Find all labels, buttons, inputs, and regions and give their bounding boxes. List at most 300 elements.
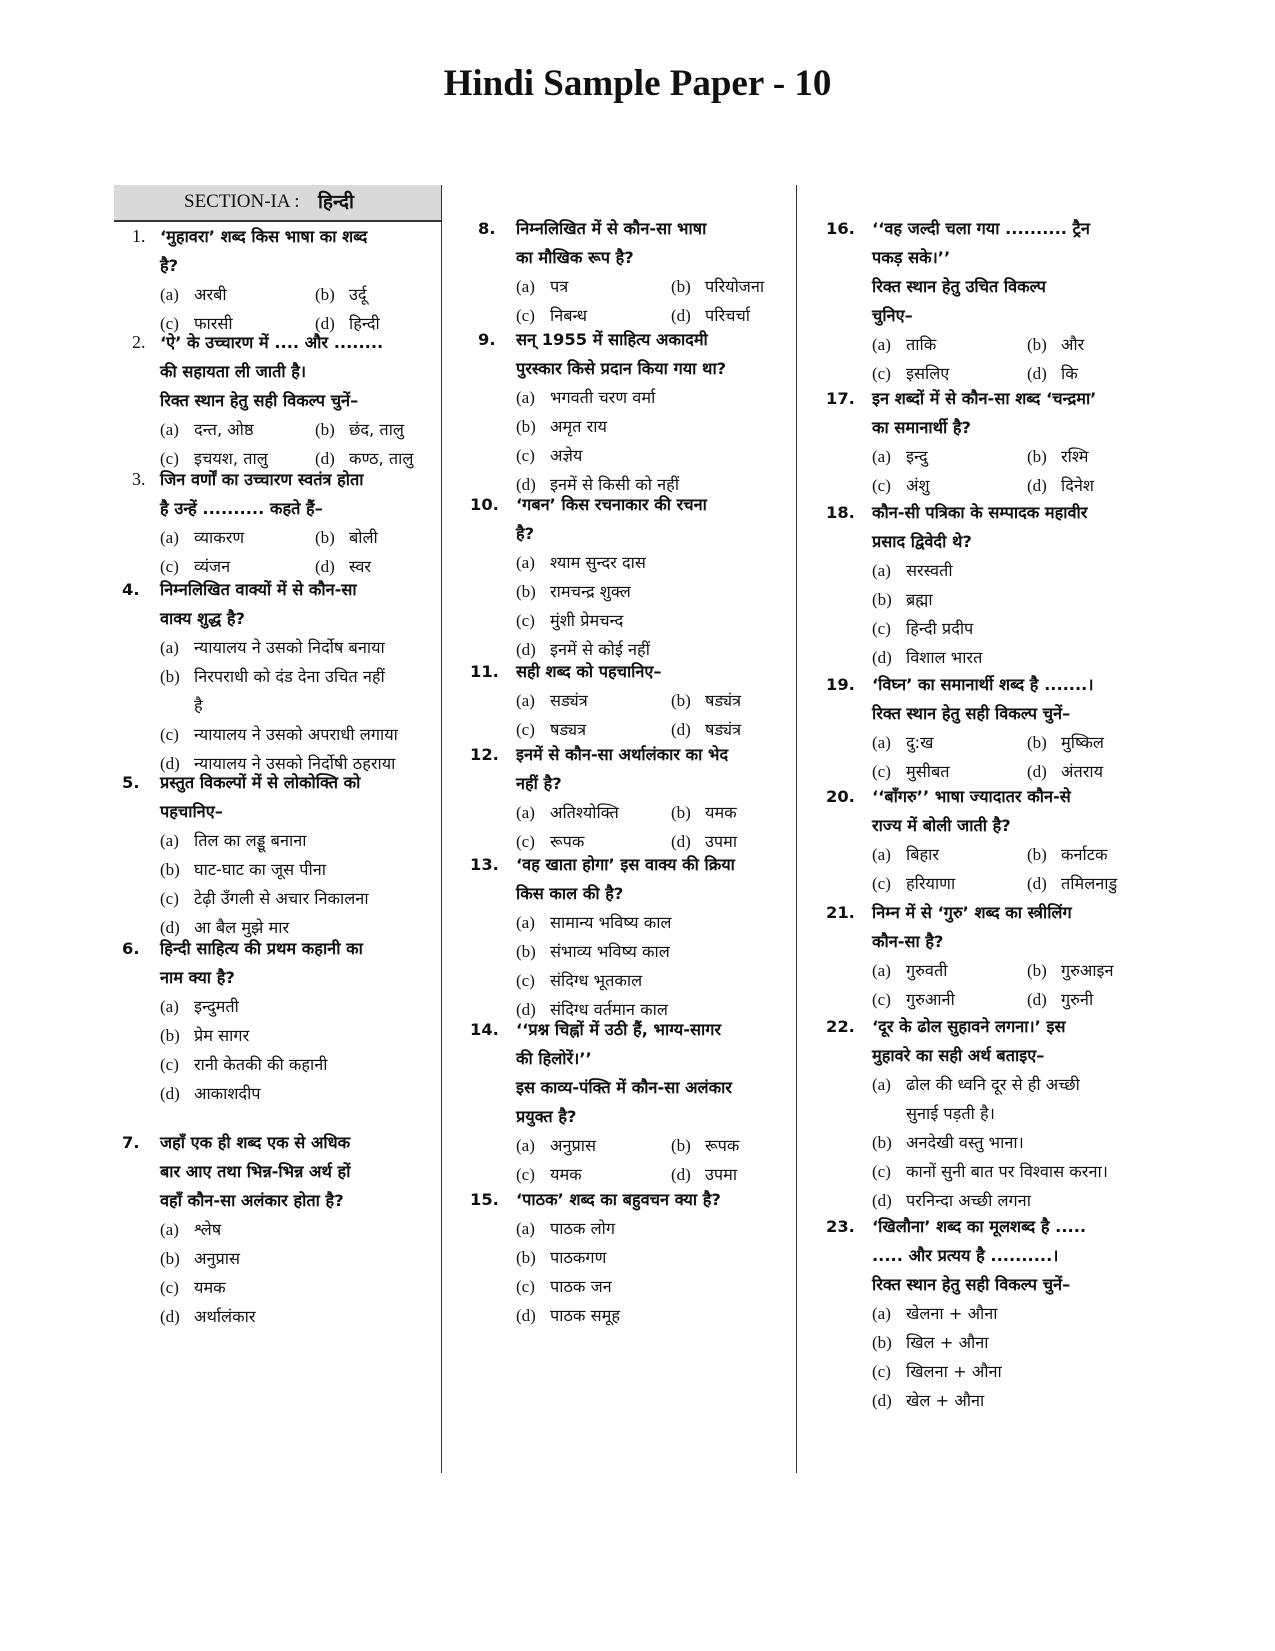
question-text	[160, 575, 444, 633]
option-text: षड्यंत्र	[705, 720, 742, 739]
question-text-line: ‘पाठक’ शब्द का बहुवचन क्या है?	[516, 1190, 721, 1209]
option-text: पाठकगण	[550, 1248, 607, 1267]
option-text: दु:ख	[906, 733, 934, 752]
option-c	[872, 985, 1027, 1014]
option-text: आ बैल मुझे मार	[194, 918, 290, 937]
option-text: इनमें से किसी को नहीं	[550, 475, 680, 494]
question-text	[872, 498, 1161, 556]
option-letter: (a)	[872, 1304, 891, 1323]
option-b	[160, 1021, 444, 1050]
question-10	[470, 490, 800, 664]
question-text	[872, 1212, 1161, 1299]
question-number: 12.	[470, 745, 499, 764]
option-letter: (c)	[872, 874, 891, 893]
option-text: संदिग्ध भूतकाल	[550, 971, 643, 990]
option-text: कण्ठ, तालु	[349, 449, 414, 468]
option-b	[1027, 330, 1084, 359]
option-d	[516, 1301, 800, 1330]
option-row	[872, 442, 1161, 471]
option-text: इन्दु	[906, 447, 928, 466]
question-text-line: ‘विघ्न’ का समानार्थी शब्द है .......।	[872, 675, 1094, 694]
option-letter: (b)	[160, 860, 180, 879]
question-5	[114, 768, 444, 942]
option-letter: (d)	[516, 1000, 536, 1019]
option-letter: (c)	[516, 446, 535, 465]
question-text	[516, 214, 800, 272]
question-text-line: सन् 1955 में साहित्य अकादमी	[516, 330, 708, 349]
option-text: इन्दुमती	[194, 997, 239, 1016]
option-c	[516, 606, 800, 635]
option-letter: (a)	[516, 1136, 535, 1155]
option-a	[872, 840, 1027, 869]
option-text-continued: है	[194, 696, 203, 715]
option-d	[160, 1302, 444, 1331]
option-a	[516, 1131, 671, 1160]
question-text-line: इन शब्दों में से कौन-सा शब्द ‘चन्द्रमा’	[872, 389, 1097, 408]
question-text-line: ‘वह खाता होगा’ इस वाक्य की क्रिया	[516, 855, 735, 874]
question-number: 21.	[826, 903, 855, 922]
question-number: 13.	[470, 855, 499, 874]
option-row	[516, 798, 800, 827]
option-text: उपमा	[705, 832, 738, 851]
option-text: श्लेष	[194, 1220, 222, 1239]
option-c	[160, 884, 444, 913]
option-a	[872, 728, 1027, 757]
option-b	[872, 1128, 1161, 1157]
option-row	[872, 840, 1161, 869]
option-letter: (a)	[160, 420, 179, 439]
option-a	[516, 798, 671, 827]
option-text: फारसी	[194, 314, 233, 333]
option-letter: (d)	[315, 449, 335, 468]
option-c	[872, 471, 1027, 500]
option-row	[872, 728, 1161, 757]
option-text: मुंशी प्रेमचन्द	[550, 611, 624, 630]
option-b	[315, 415, 404, 444]
option-text: अमृत राय	[550, 417, 607, 436]
option-c	[872, 869, 1027, 898]
question-text-line: रिक्त स्थान हेतु सही विकल्प चुनें–	[160, 391, 359, 410]
option-text-continued: सुनाई पड़ती है।	[906, 1104, 995, 1123]
option-text: अनुप्रास	[550, 1136, 596, 1155]
option-letter: (b)	[671, 691, 691, 710]
option-letter: (c)	[160, 449, 179, 468]
question-text-line: किस काल की है?	[516, 884, 624, 903]
options	[516, 383, 800, 499]
option-a	[872, 556, 1161, 585]
option-letter: (d)	[1027, 990, 1047, 1009]
option-letter: (c)	[160, 314, 179, 333]
option-c	[160, 1273, 444, 1302]
question-text-line: चुनिए–	[872, 306, 913, 325]
option-letter: (d)	[315, 557, 335, 576]
option-text: पाठक जन	[550, 1277, 612, 1296]
question-text	[872, 670, 1161, 728]
question-number: 3.	[132, 469, 146, 489]
question-9	[470, 325, 800, 499]
option-b	[516, 577, 800, 606]
options	[160, 633, 444, 778]
option-text: मुसीबत	[906, 762, 950, 781]
option-text: प्रेम सागर	[194, 1026, 250, 1045]
options	[516, 908, 800, 1024]
option-text: रूपक	[705, 1136, 740, 1155]
option-text: परिचर्चा	[705, 306, 751, 325]
question-19	[826, 670, 1161, 786]
option-a	[516, 272, 671, 301]
option-letter: (b)	[872, 1133, 892, 1152]
option-letter: (d)	[671, 306, 691, 325]
option-letter: (a)	[872, 1075, 891, 1094]
question-text-line: जहाँ एक ही शब्द एक से अधिक	[160, 1133, 351, 1152]
option-d	[872, 1386, 1161, 1415]
option-letter: (b)	[1027, 335, 1047, 354]
option-a	[516, 686, 671, 715]
option-a	[160, 992, 444, 1021]
question-text	[160, 1128, 444, 1215]
option-letter: (a)	[516, 1219, 535, 1238]
option-b	[1027, 442, 1089, 471]
question-12	[470, 740, 800, 856]
option-b	[160, 1244, 444, 1273]
option-letter: (a)	[516, 388, 535, 407]
question-text-line: ‘मुहावरा’ शब्द किस भाषा का शब्द	[160, 227, 368, 246]
question-text-line: का समानार्थी है?	[872, 418, 971, 437]
option-letter: (c)	[872, 619, 891, 638]
option-text: अनुप्रास	[194, 1249, 240, 1268]
option-text: तिल का लड्डू बनाना	[194, 831, 307, 850]
option-letter: (b)	[516, 582, 536, 601]
option-text: उपमा	[705, 1165, 738, 1184]
option-letter: (d)	[160, 1307, 180, 1326]
question-text-line: रिक्त स्थान हेतु सही विकल्प चुनें–	[872, 704, 1071, 723]
question-text-line: पकड़ सके।’’	[872, 248, 951, 267]
section-header	[114, 185, 442, 222]
question-21	[826, 898, 1161, 1014]
options	[160, 1215, 444, 1331]
option-a	[160, 415, 315, 444]
option-letter: (a)	[516, 913, 535, 932]
option-text: अनदेखी वस्तु भाना।	[906, 1133, 1024, 1152]
option-d	[1027, 985, 1093, 1014]
question-text-line: निम्नलिखित वाक्यों में से कौन-सा	[160, 580, 357, 599]
option-text: इनमें से कोई नहीं	[550, 640, 650, 659]
question-text-line: है उन्हें .......... कहते हैं–	[160, 499, 323, 518]
question-text	[160, 768, 444, 826]
question-text-line: है?	[160, 256, 179, 275]
question-text-line: इस काव्य-पंक्ति में कौन-सा अलंकार	[516, 1078, 732, 1097]
option-b	[315, 280, 367, 309]
question-text-line: का मौखिक रूप है?	[516, 248, 634, 267]
option-text: आकाशदीप	[194, 1084, 261, 1103]
option-row	[160, 415, 444, 444]
option-text: यमक	[705, 803, 737, 822]
question-text-line: ‘‘वह जल्दी चला गया .......... ट्रैन	[872, 219, 1090, 238]
question-text	[872, 898, 1161, 956]
question-14	[470, 1015, 800, 1189]
option-text: कानों सुनी बात पर विश्वास करना।	[906, 1162, 1108, 1181]
option-text: परनिन्दा अच्छी लगना	[906, 1191, 1031, 1210]
question-number: 20.	[826, 787, 855, 806]
option-a	[872, 956, 1027, 985]
option-letter: (d)	[1027, 364, 1047, 383]
options	[160, 826, 444, 942]
section-subject: हिन्दी	[318, 191, 354, 213]
option-c	[160, 1050, 444, 1079]
option-a	[872, 330, 1027, 359]
option-b	[516, 412, 800, 441]
option-a	[516, 548, 800, 577]
option-letter: (d)	[1027, 476, 1047, 495]
option-text: खेलना + औना	[906, 1304, 998, 1323]
option-letter: (c)	[516, 971, 535, 990]
option-letter: (c)	[872, 1362, 891, 1381]
question-1	[114, 222, 444, 338]
option-text: न्यायालय ने उसको अपराधी लगाया	[194, 725, 398, 744]
option-letter: (a)	[516, 691, 535, 710]
option-text: रानी केतकी की कहानी	[194, 1055, 328, 1074]
question-text	[516, 1015, 800, 1131]
question-number: 15.	[470, 1190, 499, 1209]
question-text-line: बार आए तथा भिन्न-भिन्न अर्थ हों	[160, 1162, 351, 1181]
option-d	[872, 1186, 1161, 1215]
question-number: 4.	[122, 580, 140, 599]
question-text-line: ‘‘बाँगरु’’ भाषा ज्यादातर कौन-से	[872, 787, 1071, 806]
option-c	[516, 966, 800, 995]
option-letter: (d)	[671, 720, 691, 739]
question-11	[470, 657, 800, 744]
option-text: छंद, तालु	[349, 420, 404, 439]
option-row	[872, 330, 1161, 359]
option-letter: (a)	[872, 961, 891, 980]
option-text: ब्रह्मा	[906, 590, 933, 609]
option-b	[516, 1243, 800, 1272]
question-text	[872, 384, 1161, 442]
option-letter: (b)	[872, 1333, 892, 1352]
question-number: 6.	[122, 939, 140, 958]
options	[872, 840, 1161, 898]
options	[872, 442, 1161, 500]
option-b	[516, 937, 800, 966]
option-text: पाठक समूह	[550, 1306, 620, 1325]
option-letter: (d)	[516, 1306, 536, 1325]
option-letter: (a)	[872, 845, 891, 864]
option-row	[872, 956, 1161, 985]
option-text: हिन्दी	[349, 314, 380, 333]
option-letter: (a)	[516, 277, 535, 296]
option-letter: (a)	[160, 1220, 179, 1239]
question-text-line: वाक्य शुद्ध है?	[160, 609, 245, 628]
page-title: Hindi Sample Paper - 10	[443, 63, 832, 104]
option-text: कर्नाटक	[1061, 845, 1108, 864]
option-letter: (c)	[872, 364, 891, 383]
question-7	[114, 1128, 444, 1331]
question-text	[516, 325, 800, 383]
option-letter: (c)	[516, 720, 535, 739]
option-text: बोली	[349, 528, 378, 547]
option-letter: (b)	[516, 1248, 536, 1267]
option-text: अरबी	[194, 285, 227, 304]
option-text: घाट-घाट का जूस पीना	[194, 860, 327, 879]
option-text: स्वर	[349, 557, 372, 576]
question-text-line: नहीं है?	[516, 774, 562, 793]
option-text: सड्यंत्र	[550, 691, 588, 710]
option-c	[160, 720, 444, 749]
option-letter: (d)	[315, 314, 335, 333]
question-number: 19.	[826, 675, 855, 694]
question-number: 22.	[826, 1017, 855, 1036]
options	[516, 1214, 800, 1330]
question-text-line: वहाँ कौन-सा अलंकार होता है?	[160, 1191, 344, 1210]
option-text: रूपक	[550, 832, 585, 851]
option-a	[160, 826, 444, 855]
question-number: 17.	[826, 389, 855, 408]
option-text: संभाव्य भविष्य काल	[550, 942, 670, 961]
question-4	[114, 575, 444, 778]
option-letter: (b)	[872, 590, 892, 609]
question-2	[114, 328, 444, 473]
question-text	[516, 740, 800, 798]
option-b	[671, 798, 737, 827]
option-text: गुरुनी	[1061, 990, 1094, 1009]
option-b	[1027, 956, 1114, 985]
options	[516, 798, 800, 856]
options	[516, 548, 800, 664]
option-text: निबन्ध	[550, 306, 588, 325]
options	[872, 556, 1161, 672]
question-text	[516, 1185, 800, 1214]
option-text: गुरुवती	[906, 961, 948, 980]
question-number: 7.	[122, 1133, 140, 1152]
question-3	[114, 465, 444, 581]
option-c	[872, 1357, 1161, 1386]
option-letter: (b)	[516, 417, 536, 436]
option-text: सरस्वती	[906, 561, 953, 580]
option-letter: (a)	[872, 335, 891, 354]
option-text: इचयश, तालु	[194, 449, 268, 468]
option-text: षड्यंत्र	[705, 691, 742, 710]
option-text: व्याकरण	[194, 528, 245, 547]
question-text-line: नाम क्या है?	[160, 968, 235, 987]
option-a	[872, 1299, 1161, 1328]
option-letter: (c)	[160, 557, 179, 576]
section-label: SECTION-IA :	[184, 191, 300, 212]
option-text: अंतराय	[1061, 762, 1104, 781]
option-row	[160, 523, 444, 552]
question-13	[470, 850, 800, 1024]
option-row	[872, 471, 1161, 500]
option-letter: (a)	[160, 997, 179, 1016]
option-text: निरपराधी को दंड देना उचित नहीं	[194, 667, 385, 686]
option-a	[160, 280, 315, 309]
question-15	[470, 1185, 800, 1330]
option-text: पत्र	[550, 277, 569, 296]
option-letter: (b)	[160, 1026, 180, 1045]
question-text-line: कौन-सा है?	[872, 932, 944, 951]
option-d	[872, 643, 1161, 672]
question-6	[114, 934, 444, 1108]
question-number: 5.	[122, 773, 140, 792]
question-text-line: सही शब्द को पहचानिए–	[516, 662, 662, 681]
option-text: खेल + औना	[906, 1391, 985, 1410]
option-text: और	[1061, 335, 1085, 354]
question-number: 2.	[132, 332, 146, 352]
option-text: रामचन्द्र शुक्ल	[550, 582, 631, 601]
option-letter: (d)	[872, 648, 892, 667]
option-letter: (c)	[160, 1278, 179, 1297]
question-text-line: रिक्त स्थान हेतु सही विकल्प चुनें–	[872, 1275, 1071, 1294]
option-letter: (d)	[872, 1191, 892, 1210]
option-text: गुरुआनी	[906, 990, 955, 1009]
option-letter: (d)	[160, 918, 180, 937]
question-number: 18.	[826, 503, 855, 522]
question-text-line: निम्नलिखित में से कौन-सा भाषा	[516, 219, 707, 238]
question-text	[872, 214, 1161, 330]
options	[872, 728, 1161, 786]
options	[872, 1299, 1161, 1415]
option-text: भगवती चरण वर्मा	[550, 388, 656, 407]
question-text-line: प्रस्तुत विकल्पों में से लोकोक्ति को	[160, 773, 361, 792]
option-letter: (a)	[516, 803, 535, 822]
option-letter: (b)	[1027, 733, 1047, 752]
option-letter: (c)	[516, 1165, 535, 1184]
option-row	[872, 985, 1161, 1014]
question-text-line: इनमें से कौन-सा अर्थालंकार का भेद	[516, 745, 729, 764]
question-16	[826, 214, 1161, 388]
option-text: दन्त, ओष्ठ	[194, 420, 254, 439]
option-letter: (c)	[160, 889, 179, 908]
option-text: अतिश्योक्ति	[550, 803, 619, 822]
option-letter: (d)	[872, 1391, 892, 1410]
option-a	[872, 1070, 1161, 1128]
question-number: 11.	[470, 662, 499, 681]
option-b	[1027, 840, 1107, 869]
option-row	[872, 869, 1161, 898]
option-text: पाठक लोग	[550, 1219, 616, 1238]
option-letter: (c)	[872, 1162, 891, 1181]
option-a	[160, 523, 315, 552]
option-b	[671, 686, 741, 715]
option-letter: (b)	[671, 277, 691, 296]
question-number: 14.	[470, 1020, 499, 1039]
question-text-line: मुहावरे का सही अर्थ बताइए–	[872, 1046, 1045, 1065]
options	[516, 686, 800, 744]
option-letter: (b)	[160, 1249, 180, 1268]
question-text-line: प्रयुक्त है?	[516, 1107, 577, 1126]
option-letter: (a)	[160, 285, 179, 304]
question-text-line: ‘ऐ’ के उच्चारण में .... और ........	[160, 333, 384, 352]
option-letter: (d)	[516, 475, 536, 494]
option-text: इसलिए	[906, 364, 950, 383]
question-8	[470, 214, 800, 330]
option-letter: (b)	[671, 1136, 691, 1155]
option-letter: (b)	[315, 528, 335, 547]
option-text: श्याम सुन्दर दास	[550, 553, 646, 572]
option-letter: (c)	[516, 611, 535, 630]
question-text-line: ‘खिलौना’ शब्द का मूलशब्द है .....	[872, 1217, 1087, 1236]
option-text: तमिलनाडु	[1061, 874, 1118, 893]
question-number: 9.	[478, 330, 496, 349]
question-text-line: है?	[516, 524, 535, 543]
options	[160, 992, 444, 1108]
option-text: खिल + औना	[906, 1333, 989, 1352]
question-text-line: ‘गबन’ किस रचनाकार की रचना	[516, 495, 707, 514]
option-b	[671, 1131, 739, 1160]
question-text	[516, 490, 800, 548]
options	[872, 1070, 1161, 1215]
question-number: 10.	[470, 495, 499, 514]
question-text	[160, 328, 444, 415]
